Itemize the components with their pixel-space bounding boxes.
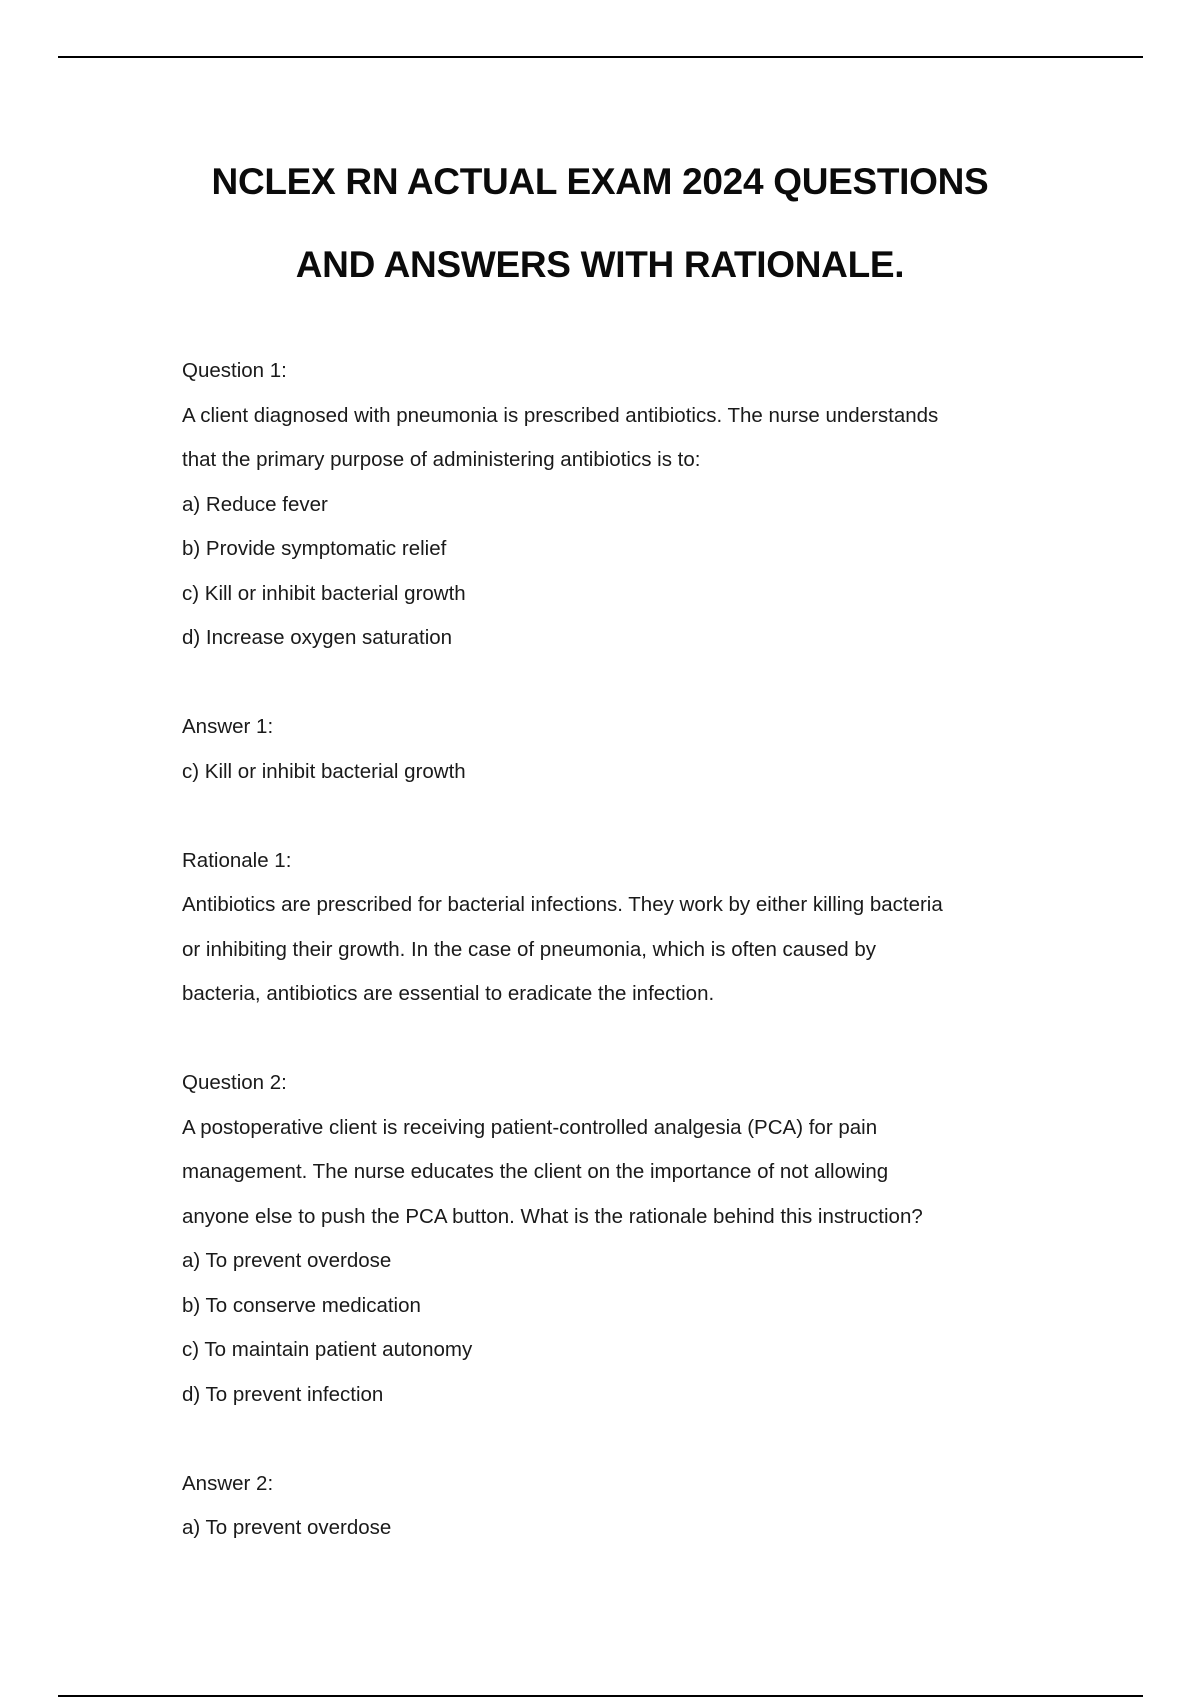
rationale-1-label: Rationale 1: (182, 848, 292, 872)
question-1-label: Question 1: (182, 359, 287, 382)
question-1-option-a: a) Reduce fever (182, 492, 328, 516)
question-2-option-b: b) To conserve medication (182, 1293, 421, 1317)
question-2-option-a: a) To prevent overdose (182, 1249, 392, 1272)
answer-1-label: Answer 1: (182, 715, 274, 738)
spacer (182, 1417, 1062, 1462)
rationale-1-line-1: Antibiotics are prescribed for bacterial infections. They work by either killing bacteria (182, 893, 943, 916)
spacer (182, 794, 1062, 839)
question-2-label: Question 2: (182, 1071, 287, 1094)
question-2-text-line-2: management. The nurse educates the client on the importance of not allowing (182, 1160, 889, 1183)
answer-2-label: Answer 2: (182, 1471, 274, 1495)
rationale-1-line-2: or inhibiting their growth. In the case of pneumonia, which is often caused by (182, 937, 876, 961)
question-1-text-line-2: that the primary purpose of administering antibiotics is to: (182, 448, 701, 471)
question-1-option-b: b) Provide symptomatic relief (182, 537, 447, 560)
title-line-1: NCLEX RN ACTUAL EXAM 2024 QUESTIONS (211, 161, 989, 202)
rationale-1-line-3: bacteria, antibiotics are essential to eradicate the infection. (182, 982, 715, 1005)
bottom-rule (58, 1695, 1143, 1697)
answer-1-text: c) Kill or inhibit bacterial growth (182, 759, 466, 783)
question-2-text-line-3: anyone else to push the PCA button. What is the rationale behind this instruction? (182, 1204, 923, 1228)
question-2-option-d: d) To prevent infection (182, 1382, 384, 1406)
question-2-option-c: c) To maintain patient autonomy (182, 1338, 473, 1361)
answer-2-text: a) To prevent overdose (182, 1516, 392, 1539)
spacer (182, 661, 1062, 706)
spacer (182, 1017, 1062, 1062)
title-line-2: AND ANSWERS WITH RATIONALE. (295, 244, 905, 285)
question-1-option-d: d) Increase oxygen saturation (182, 626, 453, 649)
question-1-option-c: c) Kill or inhibit bacterial growth (182, 581, 466, 605)
top-rule (58, 56, 1143, 58)
question-2-text-line-1: A postoperative client is receiving patient-controlled analgesia (PCA) for pain (182, 1115, 878, 1139)
document-body (182, 349, 1062, 1551)
document-title (0, 140, 1200, 306)
question-1-text-line-1: A client diagnosed with pneumonia is prescribed antibiotics. The nurse understands (182, 403, 939, 427)
